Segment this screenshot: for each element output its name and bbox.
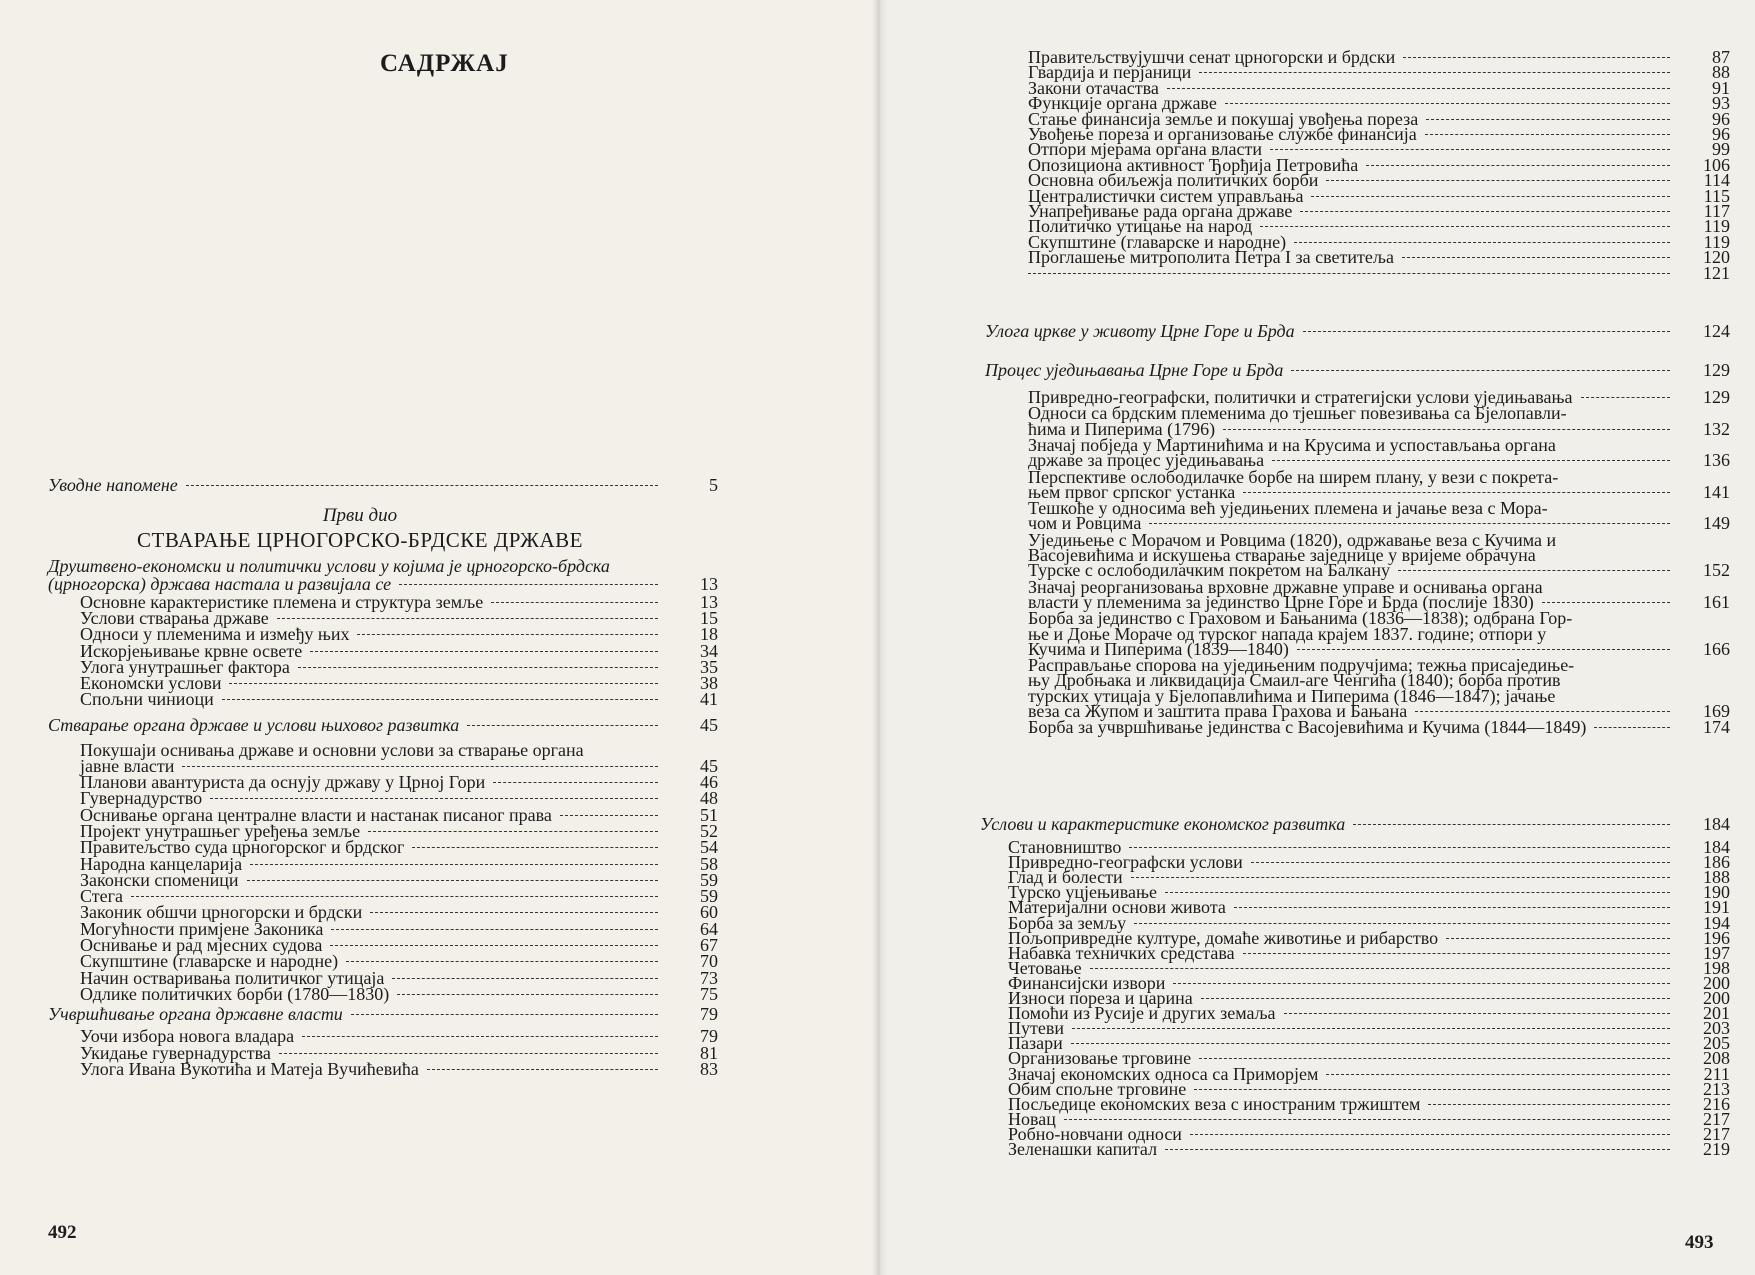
- toc-entry-text: Обим спољне трговине: [1008, 1078, 1187, 1099]
- toc-page-number: 132: [1703, 418, 1730, 439]
- dot-leader: [1594, 727, 1670, 728]
- dot-leader: [560, 815, 658, 816]
- dot-leader: [399, 584, 658, 585]
- toc-page-number: 91: [1712, 77, 1730, 98]
- toc-page-number: 121: [1703, 262, 1730, 283]
- toc-page-number: 88: [1712, 62, 1730, 83]
- dot-leader: [1194, 1089, 1670, 1090]
- toc-page-number: 70: [700, 951, 718, 972]
- toc-page-number: 119: [1703, 216, 1730, 237]
- toc-entry-row[interactable]: [80, 871, 718, 889]
- dot-leader: [1300, 211, 1670, 212]
- toc-page-number: 141: [1703, 481, 1730, 502]
- toc-entry-text: Законик обшчи црногорски и брдски: [80, 902, 363, 923]
- toc-page-number: 161: [1703, 591, 1730, 612]
- toc-entry-row[interactable]: [80, 985, 718, 1003]
- toc-page-number: 96: [1712, 108, 1730, 129]
- toc-page-number: 219: [1703, 1139, 1730, 1159]
- dot-leader: [1294, 242, 1670, 243]
- dot-leader: [397, 994, 658, 995]
- toc-page-number: 96: [1712, 124, 1730, 144]
- dot-leader: [1326, 1074, 1670, 1075]
- toc-page-number: 54: [700, 837, 718, 858]
- toc-entry-text: ћима и Пиперима (1796): [1028, 418, 1216, 439]
- dot-leader: [493, 782, 658, 783]
- toc-entry-text: државе за процес уједињавања: [1028, 450, 1265, 471]
- toc-page-number: 60: [700, 902, 718, 923]
- toc-entry-text: Материјални основи живота: [1008, 897, 1226, 918]
- dot-leader: [330, 945, 658, 946]
- toc-entry-text: Значај економских односа са Приморјем: [1008, 1063, 1319, 1084]
- toc-page-number: 213: [1703, 1078, 1730, 1099]
- toc-entry-text: Глад и болести: [1008, 867, 1123, 888]
- dot-leader: [1190, 1134, 1670, 1135]
- toc-entry-row[interactable]: [80, 1060, 718, 1078]
- toc-entry-text: Помоћи из Русије и других земаља: [1008, 1003, 1276, 1024]
- toc-entry-line: Уједињење с Морачом и Ровцима (1820), одржавање веза с Кучима и: [1028, 529, 1557, 550]
- toc-entry-text: Становништво: [1008, 837, 1122, 857]
- toc-entry-text: Законски споменици: [80, 869, 239, 890]
- dot-leader: [1131, 877, 1670, 878]
- toc-page-number: 205: [1703, 1033, 1730, 1054]
- dot-leader: [1366, 165, 1670, 166]
- dot-leader: [467, 725, 658, 726]
- dot-leader: [1398, 570, 1670, 571]
- dot-leader: [1297, 649, 1670, 650]
- dot-leader: [1072, 1028, 1670, 1029]
- toc-page-number: 188: [1703, 867, 1730, 888]
- toc-section-row[interactable]: [48, 1005, 718, 1023]
- toc-entry-text: Оснивање органа централне власти и настанак писаног права: [80, 804, 552, 825]
- toc-entry-row[interactable]: [1028, 264, 1730, 282]
- dot-leader: [1270, 149, 1670, 150]
- toc-entry-text: Гувернадурство: [80, 788, 203, 809]
- toc-page-number: 67: [700, 935, 718, 955]
- toc-entry-text: Укидање гувернадурства: [80, 1042, 271, 1063]
- toc-entry-text: Турске с ослободилачким покретом на Балкану: [1028, 560, 1391, 581]
- toc-page-number: 211: [1703, 1063, 1730, 1084]
- dot-leader: [1326, 180, 1670, 181]
- toc-entry-line: Значај реорганизовања врховне државне управе и оснивања органа: [1028, 576, 1543, 597]
- toc-page-number: 38: [700, 673, 718, 693]
- toc-entry-text: Улога унутрашњег фактора: [80, 656, 290, 677]
- dot-leader: [1064, 1119, 1670, 1120]
- dot-leader: [368, 831, 658, 832]
- toc-page-number: 184: [1703, 814, 1730, 834]
- toc-entry-text: Проглашење митрополита Петра I за светитеља: [1028, 247, 1394, 268]
- toc-page-number: 166: [1703, 638, 1730, 659]
- toc-entry-text: Улога цркве у животу Црне Горе и Брда: [985, 321, 1295, 341]
- toc-entry-text: Привредно-географски услови: [1008, 852, 1243, 873]
- toc-entry-text: Закони отачаства: [1028, 77, 1159, 98]
- toc-entry-text: Опозициона активност Ђорђија Петровића: [1028, 154, 1359, 175]
- toc-page-number: 13: [700, 574, 718, 594]
- toc-page-number: 191: [1703, 897, 1730, 918]
- toc-section-row[interactable]: [980, 815, 1730, 833]
- dot-leader: [1402, 257, 1670, 258]
- toc-page-number: 174: [1703, 717, 1730, 738]
- dot-leader: [1165, 892, 1670, 893]
- toc-entry-text: Правитељствујушчи сенат црногорски и брдски: [1028, 47, 1396, 67]
- toc-entry-line: Перспективе ослободилачке борбе на ширем плану, у вези с покрета-: [1028, 466, 1559, 487]
- toc-page-number: 194: [1703, 912, 1730, 933]
- toc-entry-row[interactable]: [80, 690, 718, 708]
- toc-entry-text: Услови и карактеристике економског развитка: [980, 814, 1346, 834]
- toc-entry-text: Одлике политичких борби (1780—1830): [80, 983, 390, 1004]
- toc-section-row[interactable]: [48, 716, 718, 734]
- toc-entry-line: Покушаји оснивања државе и основни услови за стварање органа: [80, 740, 584, 760]
- dot-leader: [302, 1036, 658, 1037]
- right-page: [880, 0, 1755, 1275]
- toc-entry-text: Путеви: [1008, 1018, 1064, 1039]
- toc-entry-text: Стварање органа државе и услови њиховог развитка: [48, 715, 460, 735]
- toc-entry-text: Процес уједињавања Црне Горе и Брда: [985, 360, 1284, 380]
- toc-page-number: 5: [709, 475, 718, 495]
- toc-entry-line: ње и Доње Мораче од турског напада крајем 1837. године; отпори у: [1028, 623, 1547, 644]
- toc-entry-text: Улога Ивана Вукотића и Матеја Вучићевића: [80, 1059, 419, 1079]
- toc-page-number: 186: [1703, 852, 1730, 873]
- dot-leader: [1251, 862, 1670, 863]
- dot-leader: [1446, 938, 1670, 939]
- dot-leader: [250, 864, 658, 865]
- toc-page-number: 184: [1703, 837, 1730, 857]
- toc-entry-line: турских утицаја у Бјелопавлићима и Пиперима (1846—1847); јачање: [1028, 685, 1556, 706]
- page-title: САДРЖАЈ: [380, 50, 509, 77]
- dot-leader: [1243, 492, 1670, 493]
- dot-leader: [1243, 953, 1670, 954]
- dot-leader: [412, 847, 658, 848]
- toc-entry-text: Основна обиљежја политичких борби: [1028, 170, 1319, 191]
- toc-entry-line: њу Дробњака и ликвидација Смаил-аге Ченгића (1840); борба против: [1028, 670, 1561, 691]
- toc-entry-text: Начин остваривања политичког утицаја: [80, 967, 385, 988]
- dot-leader: [1149, 523, 1670, 524]
- toc-intro-row[interactable]: [48, 476, 718, 494]
- toc-entry-text: Учвршћивање органа државне власти: [48, 1004, 343, 1024]
- toc-entry-text: Посљедице економских веза с иностраним тржиштем: [1008, 1093, 1421, 1114]
- toc-page-number: 198: [1703, 957, 1730, 978]
- toc-entry-text: Скупштине (главарске и народне): [1028, 231, 1287, 252]
- toc-page-number: 52: [700, 820, 718, 841]
- dot-leader: [1165, 1149, 1670, 1150]
- toc-entry-text: Организовање трговине: [1008, 1048, 1192, 1069]
- toc-page-number: 45: [700, 756, 718, 776]
- toc-page-number: 106: [1703, 154, 1730, 175]
- toc-page-number: 64: [700, 918, 718, 939]
- toc-page-number: 81: [700, 1042, 718, 1063]
- dot-leader: [1129, 847, 1670, 848]
- toc-page-number: 115: [1703, 185, 1730, 206]
- page-number: 493: [1685, 1232, 1714, 1253]
- dot-leader: [1284, 1013, 1670, 1014]
- toc-page-number: 46: [700, 772, 718, 792]
- toc-entry-text: Унапређивање рада органа државе: [1028, 201, 1293, 221]
- toc-entry-text: Борба за земљу: [1008, 912, 1127, 933]
- toc-page-number: 58: [700, 853, 718, 874]
- dot-leader: [277, 618, 658, 619]
- part-label: Први дио: [322, 505, 398, 526]
- dot-leader: [1428, 1104, 1670, 1105]
- dot-leader: [331, 929, 658, 930]
- toc-entry-text: њем првог српског устанка: [1028, 481, 1236, 502]
- toc-page-number: 117: [1703, 201, 1730, 221]
- dot-leader: [1225, 103, 1670, 104]
- toc-page-number: 208: [1703, 1048, 1730, 1069]
- toc-page-number: 87: [1712, 47, 1730, 67]
- toc-entry-text: Пројект унутрашњег уређења земље: [80, 820, 361, 841]
- toc-entry-text: (црногорска) држава настала и развијала се: [48, 574, 392, 594]
- toc-entry-line: Расправљање спорова на уједињеним подручјима; тежња присаједиње-: [1028, 655, 1575, 676]
- toc-entry-text: Борба за учвршћивање јединства с Васојевићима и Кучима (1844—1849): [1028, 717, 1587, 738]
- dot-leader: [1425, 134, 1670, 135]
- dot-leader: [370, 912, 658, 913]
- toc-page-number: 15: [700, 608, 718, 629]
- dot-leader: [1134, 923, 1670, 924]
- toc-entry-text: Уводне напомене: [48, 475, 178, 495]
- dot-leader: [310, 651, 658, 652]
- toc-entry-text: Отпори мјерама органа власти: [1028, 139, 1262, 160]
- toc-entry-text: Скупштине (главарске и народне): [80, 951, 339, 972]
- toc-entry-text: Стега: [80, 886, 123, 907]
- toc-entry-text: Турско уцјењивање: [1008, 882, 1157, 903]
- toc-page-number: 149: [1703, 513, 1730, 534]
- dot-leader: [357, 634, 658, 635]
- toc-entry-line: Тешкоће у односима већ уједињених племена и јачање веза с Мора-: [1028, 498, 1548, 519]
- dot-leader: [222, 699, 658, 700]
- toc-entry-text: Уочи избора новога владара: [80, 1026, 295, 1046]
- dot-leader: [1353, 824, 1670, 825]
- dot-leader: [1071, 1043, 1670, 1044]
- toc-entry-text: Услови стварања државе: [80, 608, 269, 629]
- toc-entry-text: Износи пореза и царина: [1008, 988, 1193, 1008]
- toc-entry-text: Односи у племенима и између њих: [80, 624, 350, 645]
- toc-entry-text: Увођење пореза и организовање службе финансија: [1028, 124, 1417, 144]
- dot-leader: [1303, 331, 1670, 332]
- toc-page-number: 119: [1703, 231, 1730, 252]
- toc-page-number: 73: [700, 967, 718, 988]
- toc-page-number: 83: [700, 1059, 718, 1079]
- dot-leader: [1581, 397, 1670, 398]
- toc-entry-text: Планови авантуриста да оснују државу у Црној Гори: [80, 772, 486, 792]
- toc-entry-text: веза са Жупом и заштита права Грахова и Бањана: [1028, 701, 1408, 721]
- toc-page-number: 79: [700, 1026, 718, 1046]
- part-title: СТВАРАЊЕ ЦРНОГОРСКО-БРДСКЕ ДРЖАВЕ: [137, 528, 583, 552]
- toc-page-number: 217: [1703, 1108, 1730, 1129]
- toc-page-number: 129: [1703, 360, 1730, 380]
- page-number: 492: [48, 1222, 77, 1243]
- dot-leader: [186, 485, 658, 486]
- toc-entry-text: Финансијски извори: [1008, 972, 1166, 993]
- toc-entry-text: Оснивање и рад мјесних судова: [80, 935, 323, 955]
- toc-page-number: 200: [1703, 988, 1730, 1008]
- toc-section-row[interactable]: [985, 322, 1730, 340]
- dot-leader: [131, 896, 658, 897]
- toc-page-number: 59: [700, 886, 718, 907]
- toc-page-number: 75: [700, 983, 718, 1004]
- dot-leader: [210, 798, 658, 799]
- toc-page-number: 18: [700, 624, 718, 645]
- toc-page-number: 136: [1703, 450, 1730, 471]
- toc-entry-text: Набавка техничких средстава: [1008, 942, 1235, 963]
- toc-page-number: 190: [1703, 882, 1730, 903]
- toc-page-number: 51: [700, 804, 718, 825]
- dot-leader: [1311, 196, 1670, 197]
- dot-leader: [392, 978, 658, 979]
- toc-entry-text: Централистички систем управљања: [1028, 185, 1304, 206]
- toc-entry-text: Робно-новчани односи: [1008, 1123, 1182, 1144]
- toc-entry-row[interactable]: [1008, 1140, 1730, 1158]
- toc-page-number: 114: [1703, 170, 1730, 191]
- toc-page-number: 59: [700, 869, 718, 890]
- dot-leader: [1201, 998, 1670, 999]
- toc-page-number: 99: [1712, 139, 1730, 160]
- toc-entry-text: Правитељство суда црногорског и брдског: [80, 837, 405, 858]
- dot-leader: [298, 667, 658, 668]
- toc-page-number: 129: [1703, 387, 1730, 407]
- toc-page-number: 41: [700, 689, 718, 710]
- dot-leader: [1291, 370, 1670, 371]
- toc-page-number: 79: [700, 1004, 718, 1024]
- toc-entry-text: јавне власти: [80, 756, 175, 776]
- toc-page-number: 152: [1703, 560, 1730, 581]
- toc-page-number: 196: [1703, 927, 1730, 948]
- toc-page-number: 120: [1703, 247, 1730, 268]
- toc-section-row[interactable]: [985, 361, 1730, 379]
- toc-entry-text: Новац: [1008, 1108, 1056, 1129]
- dot-leader: [1028, 273, 1670, 274]
- dot-leader: [279, 1053, 658, 1054]
- dot-leader: [491, 602, 658, 603]
- page-gutter: [872, 0, 888, 1275]
- dot-leader: [1090, 968, 1670, 969]
- dot-leader: [346, 961, 658, 962]
- dot-leader: [1272, 460, 1670, 461]
- toc-page-number: 34: [700, 640, 718, 661]
- toc-page-number: 203: [1703, 1018, 1730, 1039]
- dot-leader: [1173, 983, 1670, 984]
- toc-entry-text: Политичко утицање на народ: [1028, 216, 1253, 237]
- dot-leader: [1426, 119, 1670, 120]
- toc-section-line: Друштвено-економски и политички услови у којима је црногорско-брдска: [48, 556, 610, 576]
- dot-leader: [1199, 1058, 1670, 1059]
- toc-entry-line: Борба за јединство с Граховом и Бањанима (1836—1838); одбрана Гор-: [1028, 608, 1573, 629]
- toc-entry-text: Зеленашки капитал: [1008, 1139, 1158, 1159]
- toc-page-number: 13: [700, 592, 718, 612]
- toc-entry-text: Могућности примјене Законика: [80, 918, 324, 939]
- dot-leader: [1199, 72, 1670, 73]
- toc-entry-line: Односи са брдским племенима до тјешњег повезивања са Бјелопавли-: [1028, 403, 1567, 424]
- dot-leader: [1403, 57, 1670, 58]
- toc-page-number: 93: [1712, 93, 1730, 114]
- toc-entry-line: Значај побједа у Мартинићима и на Крусима и успостављања органа: [1028, 434, 1556, 455]
- dot-leader: [1223, 429, 1670, 430]
- dot-leader: [1234, 907, 1670, 908]
- dot-leader: [1260, 226, 1670, 227]
- toc-page-number: 35: [700, 656, 718, 677]
- toc-entry-text: власти у племенима за јединство Црне Горе и Брда (послије 1830): [1028, 591, 1534, 612]
- toc-entry-text: Пазари: [1008, 1033, 1063, 1054]
- toc-entry-text: Стање финансија земље и покушај увођења пореза: [1028, 108, 1419, 129]
- dot-leader: [427, 1069, 658, 1070]
- toc-page-number: 201: [1703, 1003, 1730, 1024]
- dot-leader: [351, 1014, 658, 1015]
- toc-entry-text: Гвардија и перјаници: [1028, 62, 1192, 83]
- toc-page-number: 216: [1703, 1093, 1730, 1114]
- toc-entry-text: Четовање: [1008, 957, 1082, 978]
- toc-entry-text: Основне карактеристике племена и структура земље: [80, 592, 484, 612]
- toc-entry-text: Спољни чиниоци: [80, 689, 214, 710]
- toc-entry-text: Пољопривредне културе, домаће животиње и рибарство: [1008, 927, 1439, 948]
- dot-leader: [182, 766, 658, 767]
- toc-entry-line: Васојевићима и искушења стварање заједнице у вријеме обрачуна: [1028, 545, 1536, 565]
- dot-leader: [247, 880, 658, 881]
- dot-leader: [1415, 711, 1670, 712]
- toc-entry-text: Привредно-географски, политички и стратегијски услови уједињавања: [1028, 387, 1573, 407]
- toc-entry-text: чом и Ровцима: [1028, 513, 1142, 534]
- toc-page-number: 45: [700, 715, 718, 735]
- toc-entry-text: Народна канцеларија: [80, 853, 243, 874]
- dot-leader: [1167, 88, 1670, 89]
- toc-entry-text: Искорјењивање крвне освете: [80, 640, 303, 661]
- toc-page-number: 197: [1703, 942, 1730, 963]
- toc-page-number: 217: [1703, 1123, 1730, 1144]
- toc-page-number: 124: [1703, 321, 1730, 341]
- dot-leader: [229, 683, 658, 684]
- toc-section-row[interactable]: [48, 575, 718, 593]
- dot-leader: [1542, 602, 1670, 603]
- toc-page-number: 48: [700, 788, 718, 809]
- toc-page-number: 169: [1703, 701, 1730, 721]
- toc-entry-text: Економски услови: [80, 673, 222, 693]
- toc-page-number: 200: [1703, 972, 1730, 993]
- toc-entry-text: Функције органа државе: [1028, 93, 1217, 114]
- toc-entry-text: Кучима и Пиперима (1839—1840): [1028, 638, 1289, 659]
- toc-entry-row[interactable]: [1028, 718, 1730, 736]
